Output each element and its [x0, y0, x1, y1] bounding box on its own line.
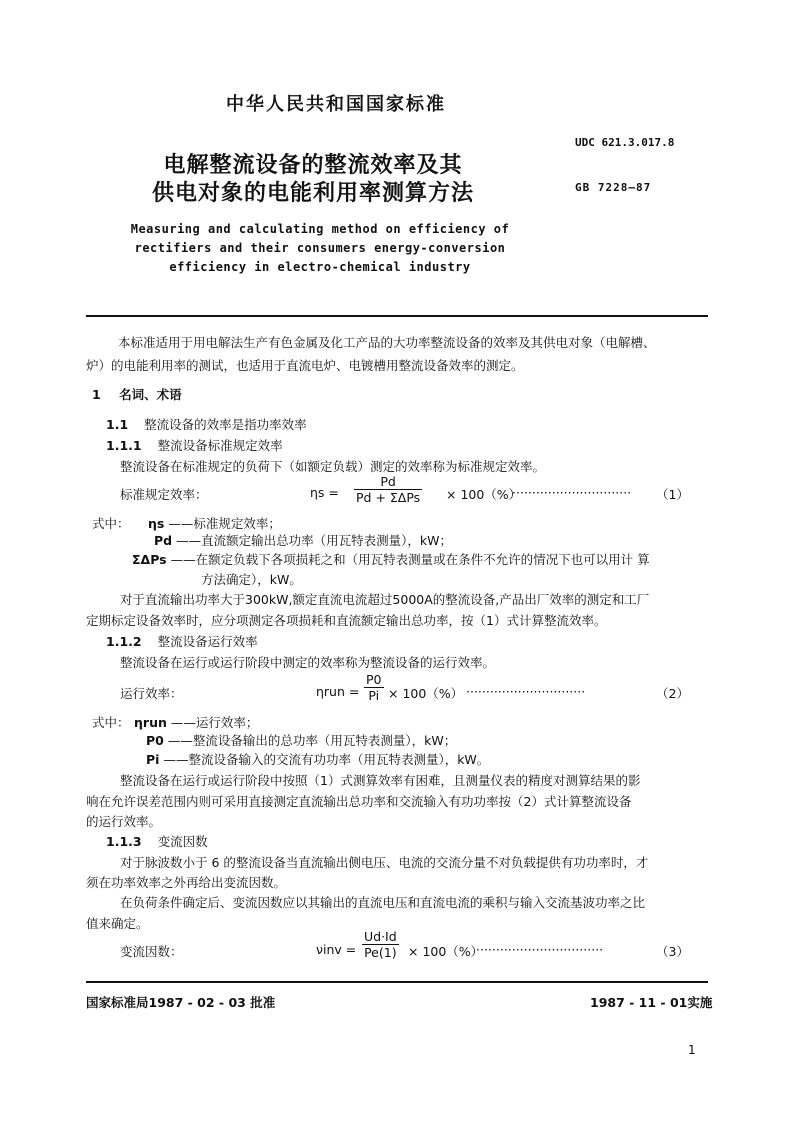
formula-3-number: （3）: [656, 944, 689, 959]
definition-text: ——在额定负载下各项损耗之和（用瓦特表测量或在条件不允许的情况下也可以用计 算: [170, 552, 650, 567]
formula-1-lhs: ηs =: [310, 485, 339, 500]
section-number: 1: [92, 387, 101, 402]
section-1-heading: [92, 385, 182, 403]
formula-2-numerator: P0: [366, 672, 382, 687]
clause-number: 1.1: [106, 417, 129, 432]
intro-line2: 炉）的电能利用率的测试，也适用于直流电炉、电镀槽用整流设备效率的测定。: [86, 358, 524, 373]
section-title: 名词、术语: [119, 387, 182, 402]
intro-line1: 本标准适用于用电解法生产有色金属及化工产品的大功率整流设备的效率及其供电对象（电解槽、: [118, 335, 656, 350]
where-label: 式中：: [92, 516, 130, 531]
formula-2-tail: × 100（%）: [388, 686, 464, 701]
clause-number: 1.1.3: [106, 834, 142, 849]
definition-continuation: 方法确定），kW。: [201, 572, 302, 587]
definition-symbol: ηs: [148, 516, 165, 531]
clause-1-1-2-description: 整流设备在运行或运行阶段中测定的效率称为整流设备的运行效率。: [120, 655, 496, 670]
definition-row: [146, 750, 489, 768]
clause-title: 整流设备运行效率: [157, 634, 258, 649]
definition-symbol: Pd: [154, 533, 173, 548]
paragraph-line: 对于脉波数小于 6 的整流设备当直流输出侧电压、电流的交流分量不对负载提供有功功率时，才: [120, 855, 649, 870]
paragraph-line: 值来确定。: [86, 916, 149, 931]
clause-title: 变流因数: [157, 834, 208, 849]
clause-1-1-1-description: 整流设备在标准规定的负荷下（如额定负载）测定的效率称为标准规定效率。: [120, 459, 546, 474]
paragraph-line: 须在功率效率之外再给出变流因数。: [86, 875, 287, 890]
formula-2-leader: ······························: [466, 684, 586, 699]
definition-symbol: P0: [146, 733, 164, 748]
title-cn-line1: 电解整流设备的整流效率及其: [163, 153, 463, 178]
formula-2-denominator: Pi: [364, 687, 384, 703]
section-1-1-3: [106, 832, 208, 850]
formula-1-tail: × 100（%）: [446, 487, 522, 502]
formula-1-denominator: Pd + ΣΔPs: [356, 490, 421, 505]
definition-text: ——直流额定输出总功率（用瓦特表测量），kW；: [176, 533, 452, 548]
section-1-1-2: [106, 632, 258, 650]
formula-3-denominator: Pe(1): [362, 944, 399, 960]
formula-1-label: 标准规定效率：: [120, 487, 208, 502]
paragraph-line: 响在允许误差范围内则可采用直接测定直流输出总功率和交流输入有功功率按（2）式计算整流设备: [86, 794, 632, 809]
formula-2-lhs: ηrun =: [316, 684, 360, 699]
header-rule: [86, 315, 708, 317]
formula-3-fraction: [362, 929, 399, 960]
formula-3-label: 变流因数：: [120, 944, 183, 959]
definition-row: [134, 713, 258, 731]
definition-row: [146, 731, 456, 749]
effective-date: 1987 - 11 - 01实施: [590, 995, 713, 1010]
clause-title: 整流设备的效率是指功率效率: [144, 417, 307, 432]
paragraph-line: 对于直流输出功率大于300kW,额定直流电流超过5000A的整流设备,产品出厂效率的测定和工厂: [120, 592, 650, 607]
formula-1-numerator: Pd: [380, 474, 396, 489]
definition-text: ——运行效率；: [170, 715, 259, 730]
definition-symbol: ΣΔPs: [132, 552, 167, 567]
definition-text: ——标准规定效率；: [168, 516, 281, 531]
formula-1-fraction: [354, 474, 422, 505]
approval-date: 国家标准局1987 - 02 - 03 批准: [86, 995, 276, 1010]
footer-rule: [86, 981, 708, 983]
formula-2-number: （2）: [656, 686, 689, 701]
paragraph-line: 定期标定设备效率时，应分项测定各项损耗和直流额定输出总功率，按（1）式计算整流效率。: [86, 613, 607, 628]
formula-2-label: 运行效率：: [120, 686, 183, 701]
definition-text: ——整流设备输出的总功率（用瓦特表测量），kW；: [167, 733, 457, 748]
gb-code: GB 7228—87: [575, 181, 652, 194]
definition-row: [148, 514, 281, 532]
definition-symbol: ηrun: [134, 715, 167, 730]
formula-1-number: （1）: [656, 487, 689, 502]
formula-3-leader: ································: [476, 942, 604, 957]
definition-symbol: Pi: [146, 752, 160, 767]
formula-3-numerator: Ud·Id: [364, 929, 397, 944]
formula-3-lhs: νinv =: [316, 942, 357, 957]
formula-2-fraction: [364, 672, 384, 703]
paragraph-line: 整流设备在运行或运行阶段中按照（1）式测算效率有困难，且测量仪表的精度对测算结果的影: [120, 773, 641, 788]
formula-3-tail: × 100（%）: [408, 944, 484, 959]
paragraph-line: 在负荷条件确定后、变流因数应以其输出的直流电压和直流电流的乘积与输入交流基波功率之比: [120, 895, 646, 910]
title-en-line1: Measuring and calculating method on efficiency of: [130, 222, 510, 236]
page-number: 1: [688, 1043, 696, 1057]
section-1-1-1: [106, 436, 283, 454]
udc-code: UDC 621.3.017.8: [575, 136, 675, 149]
clause-number: 1.1.1: [106, 438, 142, 453]
paragraph-line: 的运行效率。: [86, 814, 162, 829]
clause-title: 整流设备标准规定效率: [157, 438, 283, 453]
definition-text: ——整流设备输入的交流有功功率（用瓦特表测量），kW。: [163, 752, 490, 767]
title-cn-line2: 供电对象的电能利用率测算方法: [151, 181, 474, 206]
title-en-line2: rectifiers and their consumers energy-conversion: [134, 241, 506, 255]
section-1-1: [106, 415, 307, 433]
definition-row: [154, 531, 452, 549]
clause-number: 1.1.2: [106, 634, 142, 649]
title-en-line3: efficiency in electro-chemical industry: [169, 260, 471, 274]
formula-1-leader: ······························: [512, 485, 632, 500]
where-label: 式中：: [92, 715, 130, 730]
issuing-authority: 中华人民共和国国家标准: [226, 94, 446, 115]
definition-row: [132, 550, 650, 568]
